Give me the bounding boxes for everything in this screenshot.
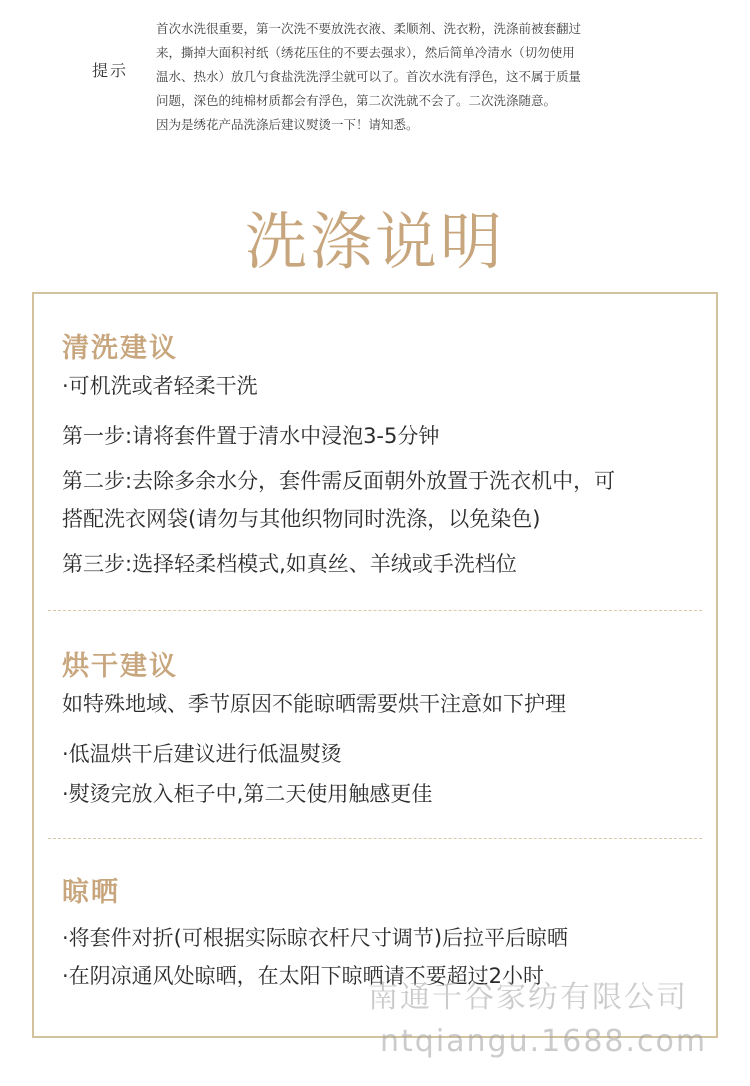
air-line: ·在阴凉通风处晾晒，在太阳下晾晒请不要超过2小时 — [62, 964, 545, 988]
notice-label: 提示 — [92, 61, 129, 80]
dry-line: ·低温烘干后建议进行低温熨烫 — [62, 742, 342, 766]
dry-line: 如特殊地域、季节原因不能晾晒需要烘干注意如下护理 — [62, 692, 566, 716]
wash-line: 第三步:选择轻柔档模式,如真丝、羊绒或手洗档位 — [62, 552, 517, 576]
air-line: ·将套件对折(可根据实际晾衣杆尺寸调节)后拉平后晾晒 — [62, 926, 569, 950]
notice-line: 因为是绣花产品洗涤后建议熨烫一下！请知悉。 — [156, 117, 419, 132]
page-title: 洗涤说明 — [244, 205, 505, 278]
section-divider — [48, 610, 702, 611]
air-section-title: 晾晒 — [62, 877, 120, 908]
dry-section — [62, 648, 702, 808]
notice-text — [156, 17, 708, 137]
wash-section — [62, 330, 702, 578]
notice-line: 来，撕掉大面积衬纸（绣花压住的不要去强求），然后简单冷清水（切勿使用 — [156, 45, 575, 60]
notice-line: 首次水洗很重要，第一次洗不要放洗衣液、柔顺剂、洗衣粉，洗涤前被套翻过 — [156, 21, 582, 36]
notice-line: 问题，深色的纯棉材质都会有浮色，第二次洗就不会了。二次洗涤随意。 — [156, 93, 557, 108]
wash-section-title: 清洗建议 — [62, 333, 178, 364]
dry-section-title: 烘干建议 — [62, 651, 178, 682]
notice-block — [0, 0, 750, 140]
wash-line: 第二步:去除多余水分，套件需反面朝外放置于洗衣机中，可 — [62, 469, 616, 493]
watermark-company: 南通千谷家纺有限公司 — [368, 980, 688, 1015]
dry-line: ·熨烫完放入柜子中,第二天使用触感更佳 — [62, 782, 433, 806]
wash-line: ·可机洗或者轻柔干洗 — [62, 374, 258, 398]
watermark-url: ntqiangu.1688.com — [380, 1024, 708, 1059]
section-divider — [48, 838, 702, 839]
notice-line: 温水、热水）放几勺食盐洗洗浮尘就可以了。首次水洗有浮色，这不属于质量 — [156, 69, 582, 84]
wash-line: 搭配洗衣网袋(请勿与其他织物同时洗涤，以免染色) — [62, 507, 541, 531]
instructions-frame — [32, 292, 718, 1038]
wash-line: 第一步:请将套件置于清水中浸泡3-5分钟 — [62, 424, 440, 448]
